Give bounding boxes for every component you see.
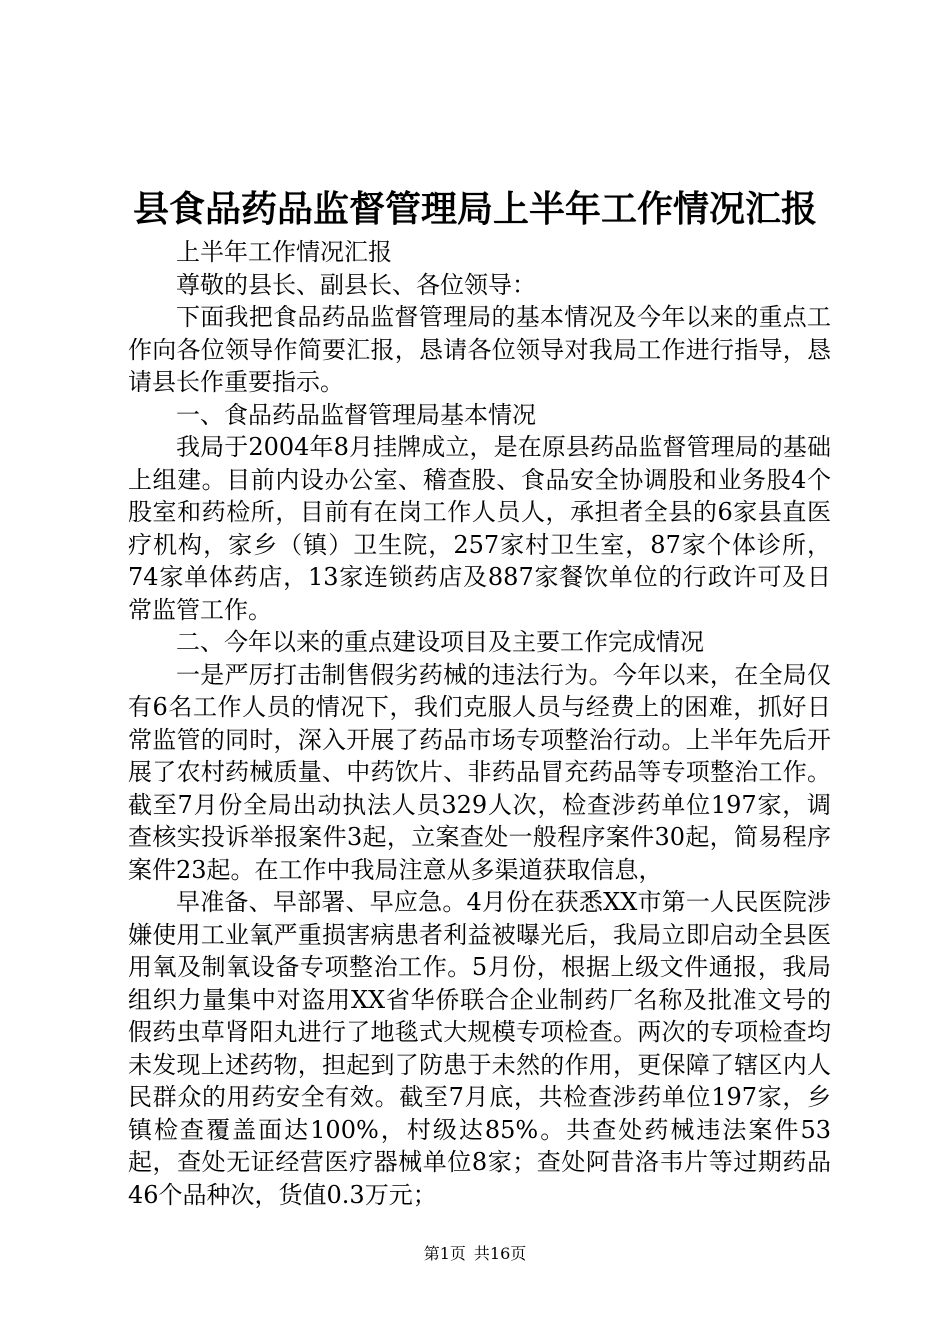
paragraph-intro: 下面我把食品药品监督管理局的基本情况及今年以来的重点工作向各位领导作简要汇报，恳请各位领导对我局工作进行指导，恳请县长作重要指示。 bbox=[128, 303, 831, 396]
paragraph-subtitle: 上半年工作情况汇报 bbox=[176, 238, 392, 266]
paragraph-basic-info: 我局于2004年8月挂牌成立，是在原县药品监督管理局的基础上组建。目前内设办公室、稽查股、食品安全协调股和业务股4个股室和药检所，目前有在岗工作人员人，承担者全县的6家县直医疗机构，家乡（镇）卫生院，257家村卫生室，87家个体诊所，74家单体药店，13家连锁药店及887家餐饮单位的行政许可及日常监管工作。 bbox=[128, 433, 831, 624]
paragraph-work-2: 早准备、早部署、早应急。4月份在获悉XX市第一人民医院涉嫌使用工业氧严重损害病患者利益被曝光后，我局立即启动全县医用氧及制氧设备专项整治工作。5月份，根据上级文件通报，我局组织力量集中对盗用XX省华侨联合企业制药厂名称及批准文号的假药虫草肾阳丸进行了地毯式大规模专项检查。两次的专项检查均未发现上述药物，担起到了防患于未然的作用，更保障了辖区内人民群众的用药安全有效。截至7月底，共检查涉药单位197家，乡镇检查覆盖面达100%，村级达85%。共查处药械违法案件53起，查处无证经营医疗器械单位8家；查处阿昔洛韦片等过期药品46个品种次，货值0.3万元； bbox=[128, 888, 831, 1209]
page-number: 第1页 bbox=[423, 1244, 466, 1263]
document-body bbox=[128, 236, 831, 1211]
page-total: 共16页 bbox=[473, 1244, 527, 1263]
paragraph-salutation: 尊敬的县长、副县长、各位领导： bbox=[176, 270, 536, 299]
section-heading-2: 二、今年以来的重点建设项目及主要工作完成情况 bbox=[176, 628, 704, 656]
section-heading-1: 一、食品药品监督管理局基本情况 bbox=[176, 400, 536, 429]
page-footer bbox=[0, 1243, 950, 1265]
paragraph-work-1: 一是严厉打击制售假劣药械的违法行为。今年以来，在全局仅有6名工作人员的情况下，我们克服人员与经费上的困难，抓好日常监管的同时，深入开展了药品市场专项整治行动。上半年先后开展了农村药械质量、中药饮片、非药品冒充药品等专项整治工作。截至7月份全局出动执法人员329人次，检查涉药单位197家，调查核实投诉举报案件3起，立案查处一般程序案件30起，简易程序案件23起。在工作中我局注意从多渠道获取信息， bbox=[128, 660, 831, 884]
document-title: 县食品药品监督管理局上半年工作情况汇报 bbox=[132, 188, 817, 230]
